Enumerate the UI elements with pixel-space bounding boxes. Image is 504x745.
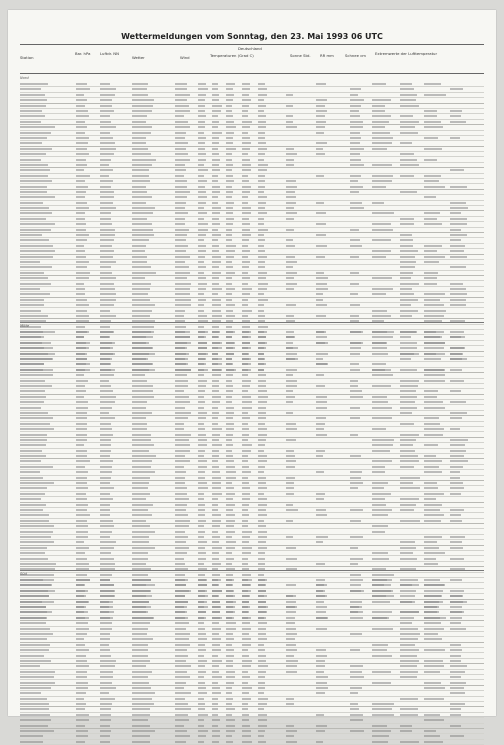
header-region: Deutschland [238,46,262,51]
column-station: Station [20,55,34,60]
column-extremes: Extremwerte der Lufttemperatur [375,51,438,56]
table-row [20,740,484,745]
column-snow: Schnee cm [345,53,366,58]
column-sunshine: Sonne Std. [290,53,311,58]
block-separator [20,322,484,323]
report-sheet [8,10,496,716]
group-label-middle: Mitte [20,324,30,328]
column-pressure: Luftdr. NN [100,51,119,56]
column-precipitation: RR mm [320,53,334,58]
table-header [20,44,484,74]
column-wind: Wind [180,55,190,60]
group-label-north: Nord [20,76,29,80]
column-temperatures: Temperaturen (Grad C) [210,53,254,58]
report-title: Wettermeldungen vom Sonntag, den 23. Mai 1993 06 UTC [121,32,383,41]
column-weather: Wetter [132,55,145,60]
group-label-south: Süd [20,572,27,576]
column-barometer: Bar. hPa [75,51,91,56]
block-separator [20,570,484,571]
station-rows-south [20,578,484,745]
